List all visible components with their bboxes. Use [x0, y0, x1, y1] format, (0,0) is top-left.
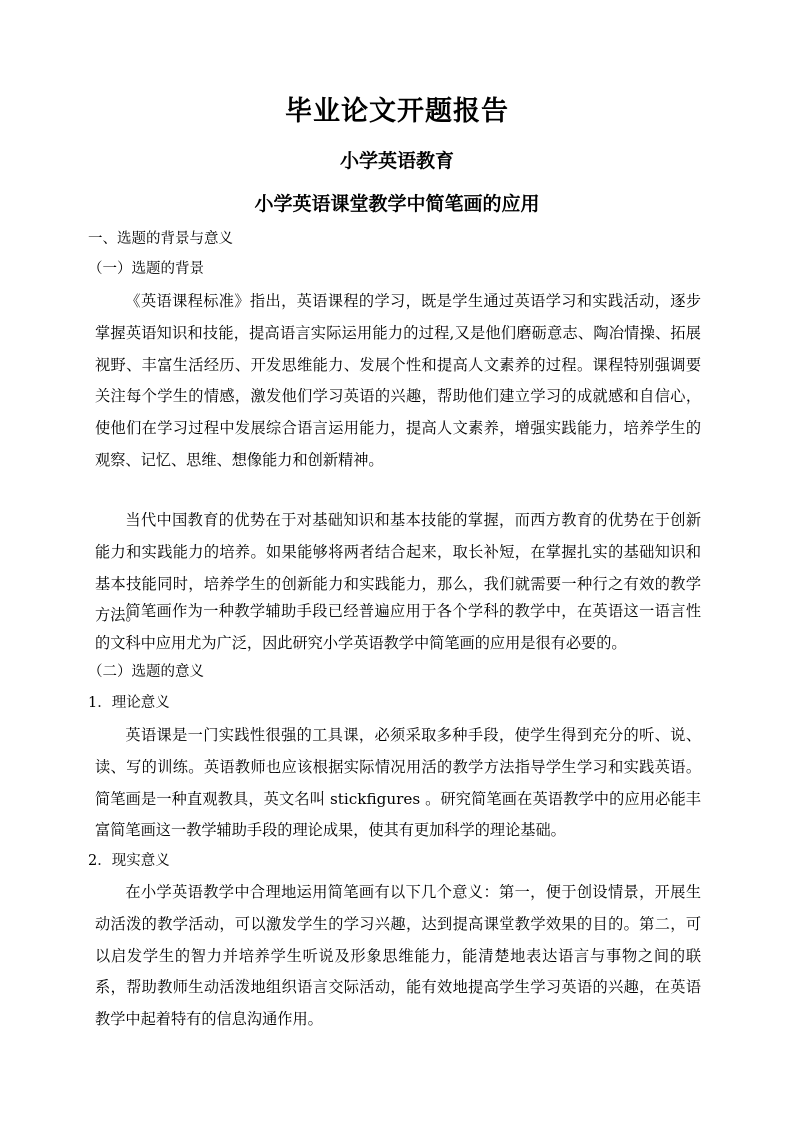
major-name: 小学英语教育	[339, 150, 454, 172]
theory-significance-heading: 1．理论意义	[88, 695, 170, 711]
background-paragraph-3: 简笔画作为一种教学辅助手段已经普遍应用于各个学科的教学中，在英语这一语言性的文科中应用尤为广泛，因此研究小学英语教学中简笔画的应用是很有必要的。	[95, 602, 701, 652]
practical-significance-paragraph: 在小学英语教学中合理地运用简笔画有以下几个意义：第一，便于创设情景，开展生动活泼的教学活动，可以激发学生的学习兴趣，达到提高课堂教学效果的目的。第二，可以启发学生的智力并培养学生听说及形象思维能力，能清楚地表达语言与事物之间的联系，帮助教师生动活泼地组织语言交际活动，能有效地提高学生学习英语的兴趣，在英语教学中起着特有的信息沟通作用。	[95, 883, 701, 1029]
theory-significance-paragraph: 英语课是一门实践性很强的工具课，必须采取多种手段，使学生得到充分的听、说、读、写的训练。英语教师也应该根据实际情况用活的教学方法指导学生学习和实践英语。简笔画是一种直观教具，英文名叫 stickfigures 。研究简笔画在英语教学中的应用必能丰富简笔画这一教学辅助手段的理论成果，使其有更加科学的理论基础。	[95, 726, 701, 840]
subsection-heading-significance: （二）选题的意义	[88, 664, 204, 680]
subsection-heading-background: （一）选题的背景	[88, 261, 204, 277]
section-heading-background-significance: 一、选题的背景与意义	[88, 231, 233, 247]
background-paragraph-1: 《英语课程标准》指出，英语课程的学习，既是学生通过英语学习和实践活动，逐步掌握英语知识和技能，提高语言实际运用能力的过程,又是他们磨砺意志、陶冶情操、拓展视野、丰富生活经历、开发思维能力、发展个性和提高人文素养的过程。课程特别强调要关注每个学生的情感，激发他们学习英语的兴趣，帮助他们建立学习的成就感和自信心，使他们在学习过程中发展综合语言运用能力，提高人文素养，增强实践能力，培养学生的观察、记忆、思维、想像能力和创新精神。	[95, 292, 701, 469]
report-title: 毕业论文开题报告	[285, 96, 509, 127]
thesis-title: 小学英语课堂教学中简笔画的应用	[254, 193, 540, 215]
practical-significance-heading: 2．现实意义	[88, 853, 170, 869]
background-paragraph-2: 当代中国教育的优势在于对基础知识和基本技能的掌握，而西方教育的优势在于创新能力和实践能力的培养。如果能够将两者结合起来，取长补短，在掌握扎实的基础知识和基本技能同时，培养学生的创新能力和实践能力，那么，我们就需要一种行之有效的教学方法。	[95, 511, 701, 625]
